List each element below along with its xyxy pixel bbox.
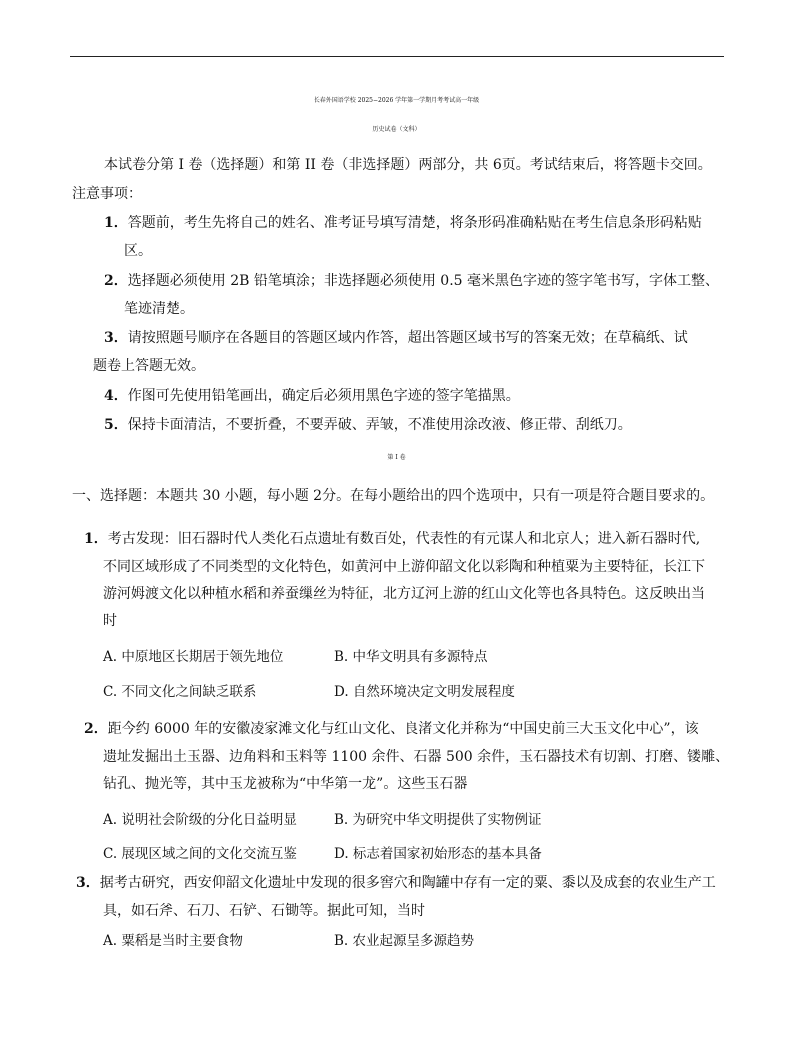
question-text: 不同区域形成了不同类型的文化特色，如黄河中上游仰韶文化以彩陶和种植粟为主要特征，长江下 [103,559,705,575]
option-d: D. 自然环境决定文明发展程度 [334,684,515,700]
option-a: A. 说明社会阶级的分化日益明显 [103,812,297,828]
notice-item [104,270,719,290]
question [84,718,699,738]
option-b: B. 农业起源呈多源趋势 [334,933,475,949]
question-number: 3． [76,875,100,891]
option-a: A. 中原地区长期居于领先地位 [103,649,284,665]
notice-item [104,327,688,347]
question-text: 据考古研究，西安仰韶文化遗址中发现的很多窖穴和陶罐中存有一定的粟、黍以及成套的农业生产工 [99,875,716,891]
option-b: B. 为研究中华文明提供了实物例证 [334,812,542,828]
notice-text: 保持卡面清洁，不要折叠，不要弄破、弄皱，不准使用涂改液、修正带、刮纸刀。 [127,417,632,433]
notice-text: 作图可先使用铅笔画出，确定后必须用黑色字迹的签字笔描黑。 [127,388,520,404]
question-text: 时 [103,613,117,629]
notice-text: 请按照题号顺序在各题目的答题区域内作答，超出答题区域书写的答案无效；在草稿纸、试 [127,330,688,346]
notice-item [104,414,632,434]
intro-text: 本试卷分第 I 卷（选择题）和第 II 卷（非选择题）两部分，共 6页。考试结束后，将答题卡交回。 [104,157,712,173]
question-text: 遗址发掘出土玉器、边角料和玉料等 1100 余件、石器 500 余件，玉石器技术有切割、打磨、镂雕、 [103,749,730,765]
question-text: 具，如石斧、石刀、石铲、石锄等。据此可知，当时 [103,903,425,919]
question-text: 钻孔、抛光等，其中玉龙被称为“中华第一龙”。这些玉石器 [103,776,468,792]
notice-text-cont: 笔迹清楚。 [124,301,194,317]
option-c: C. 不同文化之间缺乏联系 [103,684,257,700]
notice-item [104,212,702,232]
section-title: 第 I 卷 [387,454,406,461]
notice-number: 2． [104,273,128,289]
question [84,528,700,548]
question-text: 距今约 6000 年的安徽凌家滩文化与红山文化、良渚文化并称为“中国史前三大玉文化中心”，该 [107,721,699,737]
option-c: C. 展现区域之间的文化交流互鉴 [103,846,297,862]
question-number: 2． [84,721,108,737]
exam-title: 长春外国语学校 2025−2026 学年第一学期月考考试高一年级 [313,97,480,104]
question [76,872,716,892]
notice-text-cont: 题卷上答题无效。 [93,358,205,374]
notice-number: 5． [104,417,128,433]
question-number: 1． [84,531,108,547]
notice-number: 1． [104,215,128,231]
exam-subtitle: 历史试卷（文科） [372,126,421,133]
header-rule [70,56,724,57]
part-heading: 一、选择题：本题共 30 小题，每小题 2分。在每小题给出的四个选项中，只有一项是符合题目要求的。 [72,488,715,504]
question-text: 游河姆渡文化以种植水稻和养蚕缫丝为特征，北方辽河上游的红山文化等也各具特色。这反映出当 [103,586,705,602]
notice-text: 选择题必须使用 2B 铅笔填涂；非选择题必须使用 0.5 毫米黑色字迹的签字笔书写，字体工整、 [127,273,720,289]
notice-number: 4． [104,388,128,404]
option-a: A. 粟稻是当时主要食物 [103,933,243,949]
notice-item [104,385,520,405]
option-b: B. 中华文明具有多源特点 [334,649,488,665]
notice-label: 注意事项： [72,186,142,202]
notice-number: 3． [104,330,128,346]
question-text: 考古发现：旧石器时代人类化石点遗址有数百处，代表性的有元谋人和北京人；进入新石器时代, [107,531,701,547]
option-d: D. 标志着国家初始形态的基本具备 [334,846,542,862]
notice-text-cont: 区。 [124,243,152,259]
notice-text: 答题前，考生先将自己的姓名、准考证号填写清楚，将条形码准确粘贴在考生信息条形码粘贴 [127,215,702,231]
